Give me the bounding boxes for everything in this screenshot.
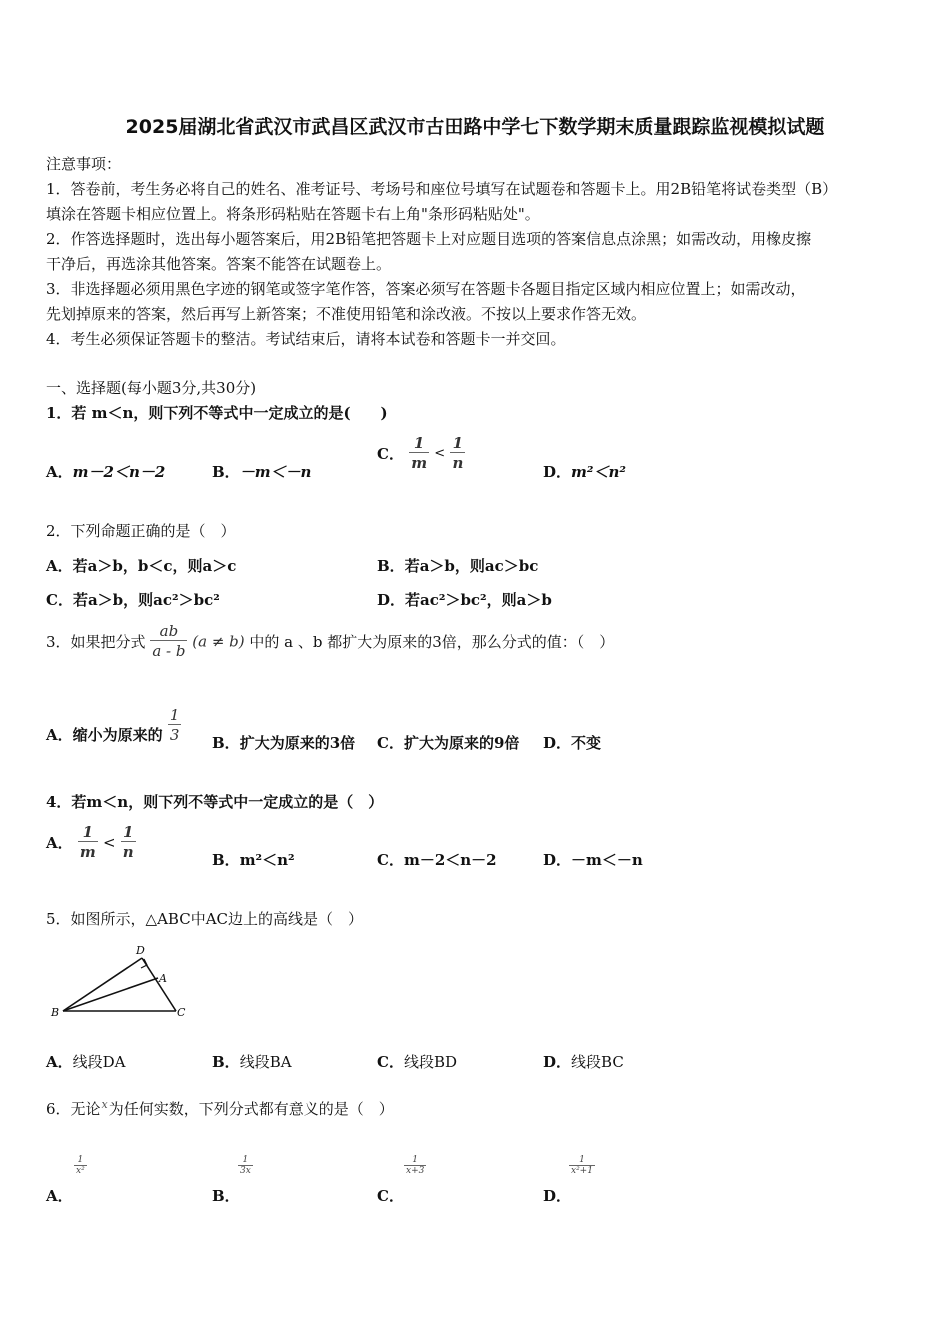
q1-option-d: D．m²＜n² — [543, 463, 626, 481]
notice-line: 填涂在答题卡相应位置上。将条形码粘贴在答题卡右上角"条形码粘贴处"。 — [46, 205, 540, 223]
q6-option-c-fraction: 1 x+3 — [406, 1155, 425, 1176]
fraction: $\frac{ab}{a - b}$ — [152, 622, 186, 660]
q6-option-a-fraction: 1 x² — [76, 1155, 85, 1176]
notice-heading: 注意事项： — [46, 155, 122, 173]
fraction: $\frac{1}{m}$ — [79, 823, 96, 861]
notice-line: 3．非选择题必须用黑色字迹的钢笔或签字笔作答，答案必须写在答题卡各题目指定区域内相应位置上；如需改动， — [46, 280, 806, 298]
fraction: $\frac{1}{n}$ — [122, 823, 134, 861]
question-5-stem: 5．如图所示，△ABC中AC边上的高线是（ ） — [46, 910, 364, 928]
q4-option-a: A． $\frac{1}{m}$ < $\frac{1}{n}$ — [46, 823, 134, 861]
point-label-b: B — [51, 1006, 60, 1019]
notice-line: 2．作答选择题时，选出每小题答案后，用2B铅笔把答题卡上对应题目选项的答案信息点涂黑；如需改动，用橡皮擦 — [46, 230, 812, 248]
q6-option-b-fraction: 1 3x — [240, 1155, 251, 1176]
q3-option-d: D．不变 — [543, 734, 602, 752]
notice-line: 4．考生必须保证答题卡的整洁。考试结束后，请将本试卷和答题卡一并交回。 — [46, 330, 566, 348]
question-1-stem: 1．若 m＜n，则下列不等式中一定成立的是( ) — [46, 404, 388, 422]
question-2-stem: 2．下列命题正确的是（ ） — [46, 522, 236, 540]
question-3-stem: 3．如果把分式 $\frac{ab}{a - b}$ (a ≠ b) 中的 a 、b 都扩大为原来的3倍，那么分式的值：（ ） — [46, 622, 615, 660]
q4-option-d: D．－m＜－n — [543, 851, 643, 869]
q2-option-b: B．若a＞b，则ac＞bc — [377, 557, 539, 575]
q6-option-d: D． — [543, 1187, 572, 1205]
q2-option-c: C．若a＞b，则ac²＞bc² — [46, 591, 220, 609]
q4-option-c: C．m－2＜n－2 — [377, 851, 497, 869]
q5-option-c: C．线段BD — [377, 1053, 458, 1071]
q6-option-d-fraction: 1 x²+1 — [571, 1155, 593, 1176]
section-heading: 一、选择题(每小题3分,共30分) — [46, 379, 257, 397]
q3-option-c: C．扩大为原来的9倍 — [377, 734, 520, 752]
q5-option-a: A．线段DA — [46, 1053, 126, 1071]
point-label-a: A — [159, 972, 167, 985]
q6-option-c: C． — [377, 1187, 404, 1205]
point-label-d: D — [136, 944, 145, 957]
q5-option-b: B．线段BA — [212, 1053, 292, 1071]
q1-option-c: C． $\frac{1}{m}$ < $\frac{1}{n}$ — [377, 434, 464, 472]
q3-option-a: A．缩小为原来的 $\frac{1}{3}$ — [46, 706, 180, 744]
q2-option-a: A．若a＞b，b＜c，则a＞c — [46, 557, 237, 575]
question-4-stem: 4．若m＜n，则下列不等式中一定成立的是（ ） — [46, 793, 384, 811]
fraction: $\frac{1}{m}$ — [411, 434, 428, 472]
point-label-c: C — [177, 1006, 186, 1019]
q2-option-d: D．若ac²＞bc²，则a＞b — [377, 591, 552, 609]
q5-option-d: D．线段BC — [543, 1053, 624, 1071]
fraction: $\frac{1}{3}$ — [169, 706, 180, 744]
q1-option-b: B．－m＜－n — [212, 463, 312, 481]
notice-line: 1．答卷前，考生务必将自己的姓名、准考证号、考场号和座位号填写在试题卷和答题卡上。用2B铅笔将试卷类型（B） — [46, 180, 838, 198]
notice-line: 干净后，再选涂其他答案。答案不能答在试题卷上。 — [46, 255, 392, 273]
q6-option-b: B． — [212, 1187, 240, 1205]
triangle-figure — [46, 940, 196, 1025]
q1-option-a: A．m－2＜n－2 — [46, 463, 166, 481]
notice-line: 先划掉原来的答案，然后再写上新答案；不准使用铅笔和涂改液。不按以上要求作答无效。 — [46, 305, 647, 323]
q3-option-b: B．扩大为原来的3倍 — [212, 734, 356, 752]
q4-option-b: B．m²＜n² — [212, 851, 295, 869]
question-6-stem: 6．无论$^x$为任何实数，下列分式都有意义的是（ ） — [46, 1098, 394, 1118]
page-title: 2025届湖北省武汉市武昌区武汉市古田路中学七下数学期末质量跟踪监视模拟试题 — [125, 116, 825, 138]
q6-option-a: A． — [46, 1187, 73, 1205]
fraction: $\frac{1}{n}$ — [452, 434, 464, 472]
